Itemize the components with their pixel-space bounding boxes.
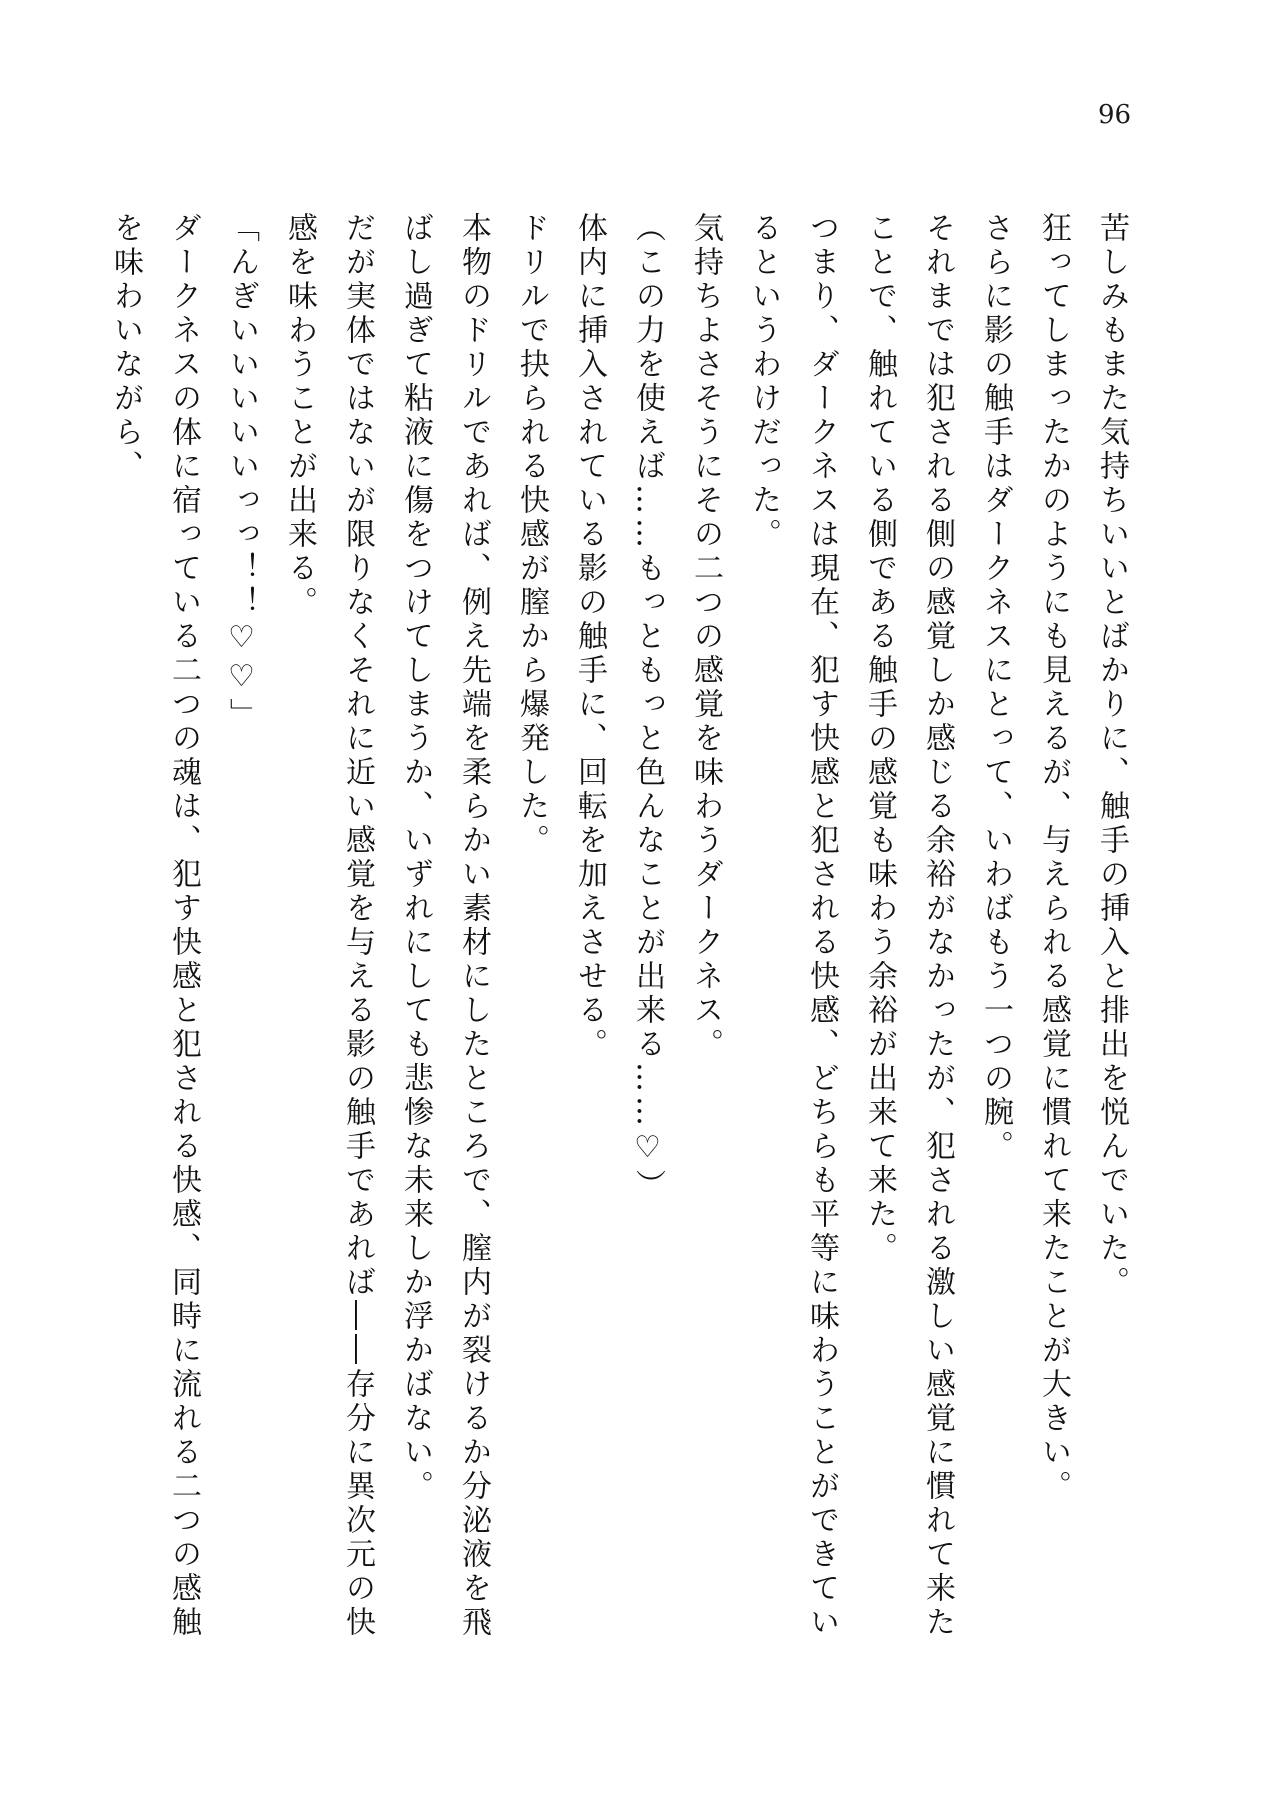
paragraph-10: 本物のドリルであれば、例え先端を柔らかい素材にしたところで、膣内が裂けるか分泌液を飛ばし過ぎて粘液に傷をつけてしまうか、いずれにしても悲惨な未来しか浮かばない。 (398, 212, 491, 1640)
paragraph-6: 気持ちよさそうにその二つの感覚を味わうダークネス。 (688, 212, 723, 1062)
paragraph-1: 苦しみもまた気持ちいいとばかりに、触手の挿入と排出を悦んでいた。 (1094, 212, 1129, 1300)
paragraph-3: さらに影の触手はダークネスにとって、いわばもう一つの腕。 (978, 212, 1013, 1164)
paragraph-2: 狂ってしまったかのようにも見えるが、与えられる感覚に慣れて来たことが大きい。 (1036, 212, 1071, 1504)
paragraph-8: 体内に挿入されている影の触手に、回転を加えさせる。 (572, 212, 607, 1062)
paragraph-5: つまり、ダークネスは現在、犯す快感と犯される快感、どちらも平等に味わうことができているというわけだった。 (746, 212, 839, 1640)
paragraph-13: ダークネスの体に宿っている二つの魂は、犯す快感と犯される快感、同時に流れる二つの感触を味わいながら、 (108, 212, 201, 1640)
page-number: 96 (1098, 100, 1132, 130)
paragraph-12: 「んぎいいいいいっっ！！♡♡」 (224, 212, 259, 732)
paragraph-7: （この力を使えば……もっともっと色んなことが出来る……♡） (630, 212, 665, 1203)
paragraph-11: だが実体ではないが限りなくそれに近い感覚を与える影の触手であれば――存分に異次元の快感を味わうことが出来る。 (282, 212, 375, 1640)
paragraph-4: それまでは犯される側の感覚しか感じる余裕がなかったが、犯される激しい感覚に慣れて来たことで、触れている側である触手の感覚も味わう余裕が出来て来た。 (862, 212, 955, 1640)
paragraph-9: ドリルで抉られる快感が膣から爆発した。 (514, 212, 549, 858)
vertical-text-body (108, 212, 1140, 1642)
